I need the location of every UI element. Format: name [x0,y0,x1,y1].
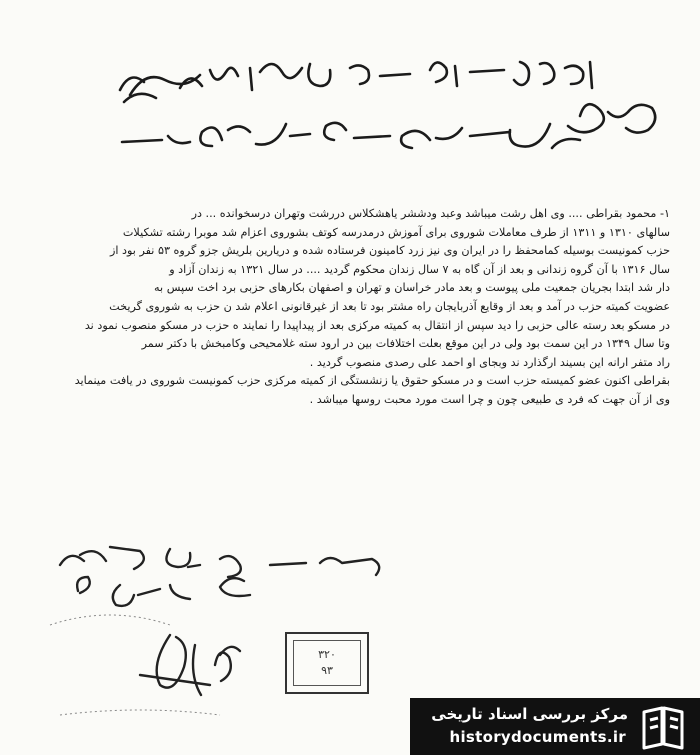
book-logo-icon [638,704,688,750]
document-body [40,205,670,410]
body-line-10: بقراطی اکنون عضو کمیسته حزب است و در مسکو حقوق یا زنشستگی از کمیته مرکزی حزب کمونیست شوروی در یافت مینماید [74,374,670,388]
body-line-6: عضویت کمیته حزب در آمد و بعد از وقایع آذربایجان راه مشتر بود تا بعد از غیرقانونی اعلام شد ن حزب به شوروی گریخت [109,299,670,313]
watermark-url: historydocuments.ir [449,728,626,746]
watermark-title: مرکز بررسی اسناد تاریخی [431,705,628,723]
handwritten-signature-area [20,525,460,735]
registry-stamp [285,632,369,694]
body-line-3: حزب کمونیست بوسیله کمامحفظ را در ایران وی نیز زرد کامینون فرستاده شده و دریارین بلریش جزو گروه ۵۳ نفر بود از [109,244,670,258]
watermark-banner [410,698,700,755]
body-line-7: در مسکو بعد رسته عالی حزبی را دید سپس از انتقال به کمیته مرکزی بعد از پیداپیدا را نمایند ه حزب در مسکو منصوب نمود ند [84,318,670,332]
stamp-line-1: ۳۲۰ [318,648,336,661]
body-line-5: دار شد ابتدا بجریان جمعیت ملی پیوست و بعد مادر خراسان و تهران و اصفهان بکارهای حزبی برد اخت سپس به [154,281,670,295]
body-line-4: سال ۱۳۱۶ با آن گروه زندانی و بعد از آن گاه به ۷ سال زندان محکوم گردید .... در سال ۱۳۲۱ به زندان آزاد و [169,262,670,276]
body-line-11: وی از آن جهت که فرد ی طبیعی چون و چرا است مورد محبت روسها میباشد . [309,392,670,406]
body-line-2: سالهای ۱۳۱۰ و ۱۳۱۱ از طرف معاملات شوروی برای آموزش درمدرسه کوتف بشوروی اعزام شد موبرا رشته تشکیلات [122,225,670,239]
body-line-1: ۱- محمود بقراطی .... وی اهل رشت میباشد وعبد ودششر یاهشکلاس دررشت وتهران درسخوانده ... در [191,207,670,220]
body-line-8: وتا سال ۱۳۴۹ در این سمت بود ولی در این موقع بعلت اختلافات بین در ارود سته غلامحیحی وکامبخش با دکتر سمر [141,337,670,351]
body-line-9: راد متفر ارانه این بسیند ارگذارد ند وبجای او احمد علی رصدی منصوب گردید . [309,355,670,369]
handwritten-header [110,40,680,170]
stamp-line-2: ۹۳ [321,664,333,677]
